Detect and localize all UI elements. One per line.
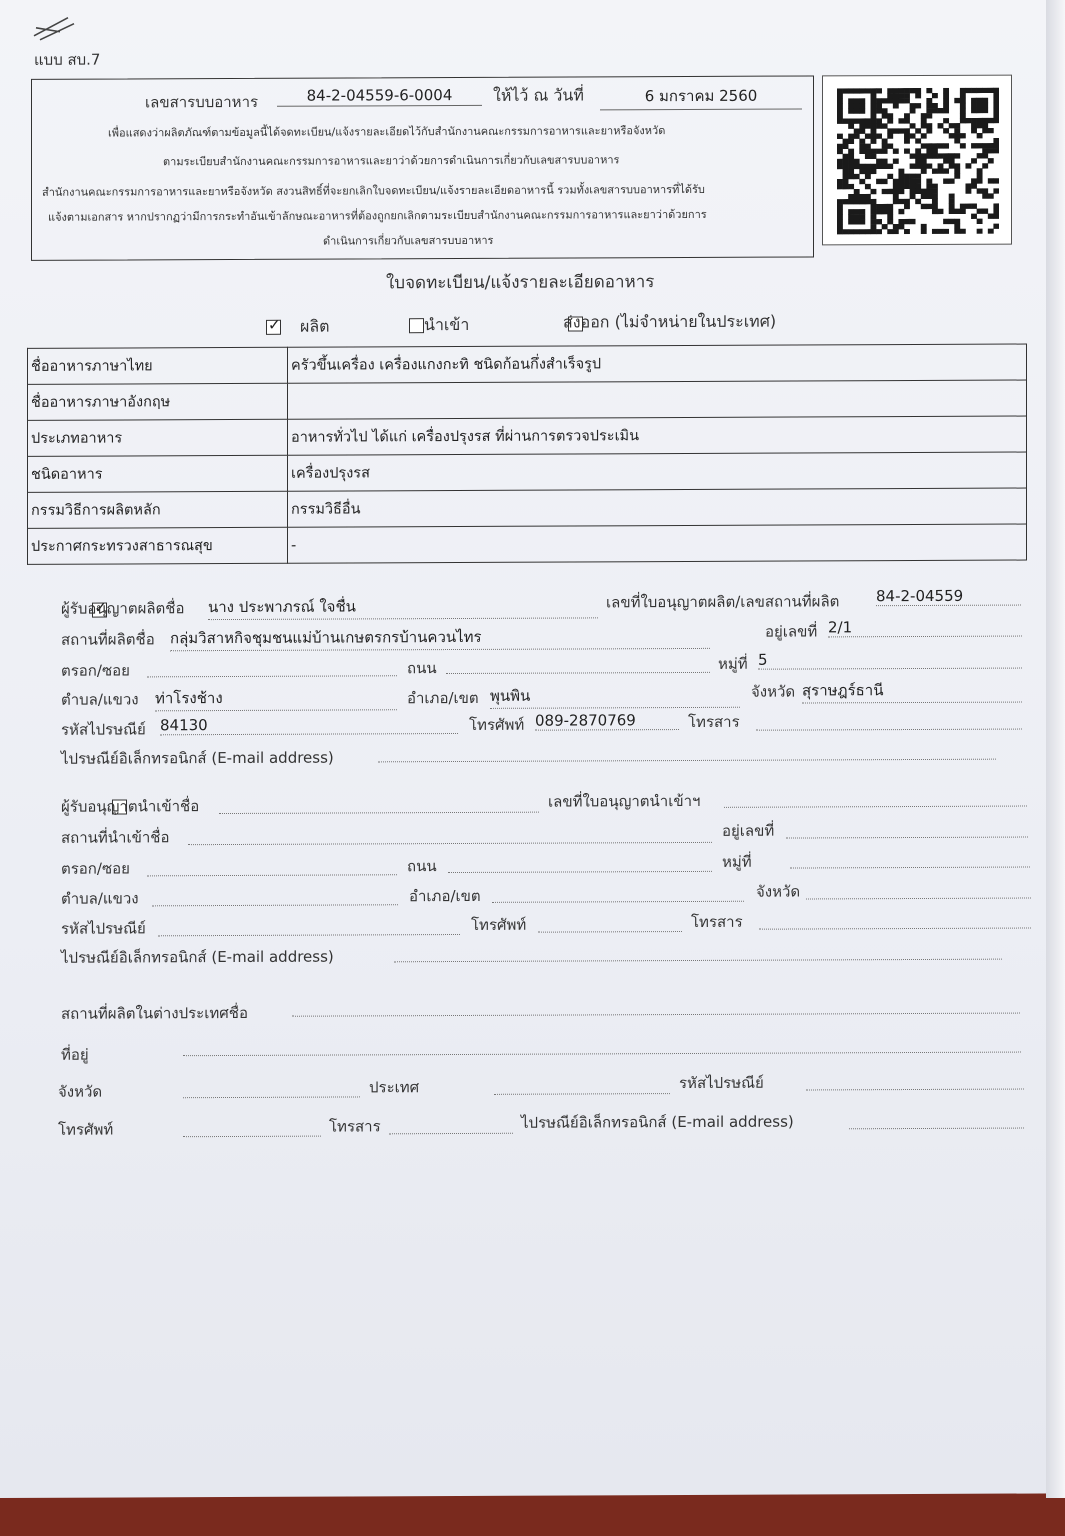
foreign-postcode-label: รหัสไปรษณีย์	[679, 1073, 764, 1093]
row-value	[288, 380, 1027, 419]
row-key: ชื่ออาหารภาษาไทย	[28, 347, 288, 384]
producer-email-field[interactable]	[378, 759, 996, 763]
import-label: นำเข้า	[424, 314, 470, 335]
producer-license-label: เลขที่ใบอนุญาตผลิต/เลขสถานที่ผลิต	[606, 592, 840, 612]
header-note-1: เพื่อแสดงว่าผลิตภัณฑ์ตามข้อมูลนี้ได้จดทะเบียน/แจ้งรายละเอียดไว้กับสำนักงานคณะกรรมการอาหารและยาหรือจังหวัด	[108, 124, 666, 140]
producer-district-label: อำเภอ/เขต	[407, 688, 479, 708]
signature-mark	[30, 14, 80, 44]
table-row	[28, 416, 1027, 456]
producer-email-label: ไปรษณีย์อิเล็กทรอนิกส์ (E-mail address)	[61, 748, 334, 768]
foreign-email-label: ไปรษณีย์อิเล็กทรอนิกส์ (E-mail address)	[521, 1112, 794, 1132]
producer-moo-value: 5	[758, 650, 1022, 670]
foreign-fax-field[interactable]	[389, 1133, 513, 1135]
row-value: เครื่องปรุงรส	[288, 452, 1027, 491]
foreign-place-label: สถานที่ผลิตในต่างประเทศชื่อ	[61, 1003, 248, 1023]
foreign-country-field[interactable]	[494, 1093, 670, 1095]
row-key: ชนิดอาหาร	[28, 455, 288, 492]
importer-road-field[interactable]	[448, 871, 712, 873]
producer-name-value: นาง ประพาภรณ์ ใจชื่น	[208, 593, 598, 620]
row-key: กรรมวิธีการผลิตหลัก	[28, 491, 288, 528]
producer-fax-label: โทรสาร	[688, 712, 740, 731]
producer-province-label: จังหวัด	[751, 682, 796, 701]
serial-value: 84-2-04559-6-0004	[277, 86, 482, 107]
importer-phone-field[interactable]	[538, 931, 682, 933]
importer-soi-field[interactable]	[147, 874, 397, 876]
import-checkbox[interactable]	[409, 318, 424, 333]
row-key: ชื่ออาหารภาษาอังกฤษ	[28, 383, 288, 420]
header-note-2: ตามระเบียบสำนักงานคณะกรรมการอาหารและยาว่าด้วยการดำเนินการเกี่ยวกับเลขสารบบอาหาร	[163, 153, 620, 169]
qr-code-icon	[837, 88, 999, 235]
foreign-address-label: ที่อยู่	[61, 1045, 89, 1064]
produce-label: ผลิต	[300, 316, 330, 336]
paper-edge	[1046, 0, 1065, 1498]
row-value: -	[288, 524, 1027, 563]
table-row	[28, 380, 1027, 420]
importer-place-field[interactable]	[188, 842, 712, 845]
foreign-fax-label: โทรสาร	[329, 1117, 381, 1136]
export-label: ส่งออก (ไม่จำหน่ายในประเทศ)	[563, 311, 777, 332]
importer-subdistrict-label: ตำบล/แขวง	[61, 889, 139, 908]
foreign-province-label: จังหวัด	[58, 1082, 103, 1101]
foreign-place-field[interactable]	[292, 1013, 1020, 1017]
producer-province-value: สุราษฎร์ธานี	[802, 678, 1022, 704]
producer-soi-field[interactable]	[147, 675, 397, 677]
producer-district-value: พุนพิน	[490, 683, 740, 709]
header-note-4: แจ้งตามเอกสาร หากปรากฏว่ามีการกระทำอันเข้าลักษณะอาหารที่ต้องถูกยกเลิกตามระเบียบสำนักงานคณะกรรมการอาหารและยาว่าด้วยการ	[48, 207, 707, 224]
food-info-table	[27, 344, 1027, 565]
row-key: ประเภทอาหาร	[28, 419, 288, 456]
producer-fax-field[interactable]	[756, 729, 1022, 731]
date-value: 6 มกราคม 2560	[600, 84, 802, 111]
foreign-country-label: ประเทศ	[369, 1078, 420, 1097]
form-code: แบบ สบ.7	[34, 50, 101, 69]
importer-province-field[interactable]	[806, 898, 1031, 900]
importer-province-label: จังหวัด	[756, 882, 801, 901]
header-note-5: ดำเนินการเกี่ยวกับเลขสารบบอาหาร	[323, 233, 494, 248]
table-row	[28, 452, 1027, 492]
qr-code-box	[822, 75, 1012, 246]
producer-houseno-value: 2/1	[828, 618, 1022, 638]
producer-place-value: กลุ่มวิสาหกิจชุมชนแม่บ้านเกษตรกรบ้านควนไทร	[170, 624, 710, 651]
producer-houseno-label: อยู่เลขที่	[765, 622, 818, 641]
importer-place-label: สถานที่นำเข้าชื่อ	[61, 828, 170, 847]
producer-phone-label: โทรศัพท์	[469, 715, 525, 734]
importer-name-label: ผู้รับอนุญาตนำเข้าชื่อ	[61, 797, 200, 816]
producer-road-field[interactable]	[446, 672, 710, 674]
producer-postcode-value: 84130	[160, 715, 458, 735]
importer-district-label: อำเภอ/เขต	[409, 886, 481, 906]
row-value: ครัวขึ้นเครื่อง เครื่องแกงกะทิ ชนิดก้อนกึ่งสำเร็จรูป	[288, 344, 1027, 383]
producer-road-label: ถนน	[407, 659, 437, 678]
row-value: อาหารทั่วไป ได้แก่ เครื่องปรุงรส ที่ผ่านการตรวจประเมิน	[288, 416, 1027, 455]
foreign-phone-label: โทรศัพท์	[58, 1120, 114, 1139]
importer-houseno-field[interactable]	[786, 837, 1028, 839]
importer-email-label: ไปรษณีย์อิเล็กทรอนิกส์ (E-mail address)	[61, 947, 334, 967]
producer-phone-value: 089-2870769	[535, 711, 679, 731]
importer-soi-label: ตรอก/ซอย	[61, 859, 130, 878]
importer-phone-label: โทรศัพท์	[471, 915, 527, 934]
table-row	[28, 524, 1027, 564]
producer-license-value: 84-2-04559	[876, 587, 1021, 607]
row-value: กรรมวิธีอื่น	[288, 488, 1027, 527]
producer-soi-label: ตรอก/ซอย	[61, 661, 130, 680]
row-key: ประกาศกระทรวงสาธารณสุข	[28, 527, 288, 564]
date-label: ให้ไว้ ณ วันที่	[493, 85, 584, 105]
importer-subdistrict-field[interactable]	[152, 904, 398, 906]
producer-name-label: ผู้รับอนุญาตผลิตชื่อ	[61, 599, 185, 618]
importer-fax-label: โทรสาร	[691, 912, 743, 931]
serial-label: เลขสารบบอาหาร	[145, 92, 259, 112]
importer-district-field[interactable]	[492, 901, 744, 903]
importer-road-label: ถนน	[407, 857, 437, 876]
table-row	[28, 344, 1027, 384]
importer-postcode-label: รหัสไปรษณีย์	[61, 919, 146, 938]
producer-subdistrict-value: ท่าโรงช้าง	[155, 685, 397, 711]
importer-name-field[interactable]	[219, 812, 539, 814]
importer-license-field[interactable]	[724, 806, 1027, 808]
producer-moo-label: หมู่ที่	[718, 654, 748, 673]
foreign-phone-field[interactable]	[183, 1136, 321, 1138]
producer-place-label: สถานที่ผลิตชื่อ	[61, 630, 155, 649]
page-title: ใบจดทะเบียน/แจ้งรายละเอียดอาหาร	[386, 272, 655, 294]
foreign-province-field[interactable]	[183, 1096, 360, 1098]
table-row	[28, 488, 1027, 528]
produce-checkbox[interactable]	[266, 320, 281, 335]
foreign-address-field[interactable]	[183, 1052, 1021, 1057]
importer-fax-field[interactable]	[759, 928, 1031, 930]
header-note-3: สำนักงานคณะกรรมการอาหารและยาหรือจังหวัด สงวนสิทธิ์ที่จะยกเลิกใบจดทะเบียน/แจ้งรายละเอียดอาหารนี้ รวมทั้งเลขสารบบอาหารที่ได้รับ	[42, 182, 705, 199]
importer-license-label: เลขที่ใบอนุญาตนำเข้าฯ	[548, 791, 701, 811]
importer-moo-field[interactable]	[790, 867, 1030, 869]
importer-postcode-field[interactable]	[158, 934, 460, 936]
producer-subdistrict-label: ตำบล/แขวง	[61, 690, 139, 709]
producer-postcode-label: รหัสไปรษณีย์	[61, 720, 146, 739]
foreign-email-field[interactable]	[849, 1128, 1024, 1130]
importer-moo-label: หมู่ที่	[722, 852, 752, 871]
importer-houseno-label: อยู่เลขที่	[722, 821, 775, 840]
importer-email-field[interactable]	[394, 959, 1002, 963]
foreign-postcode-field[interactable]	[806, 1089, 1024, 1091]
